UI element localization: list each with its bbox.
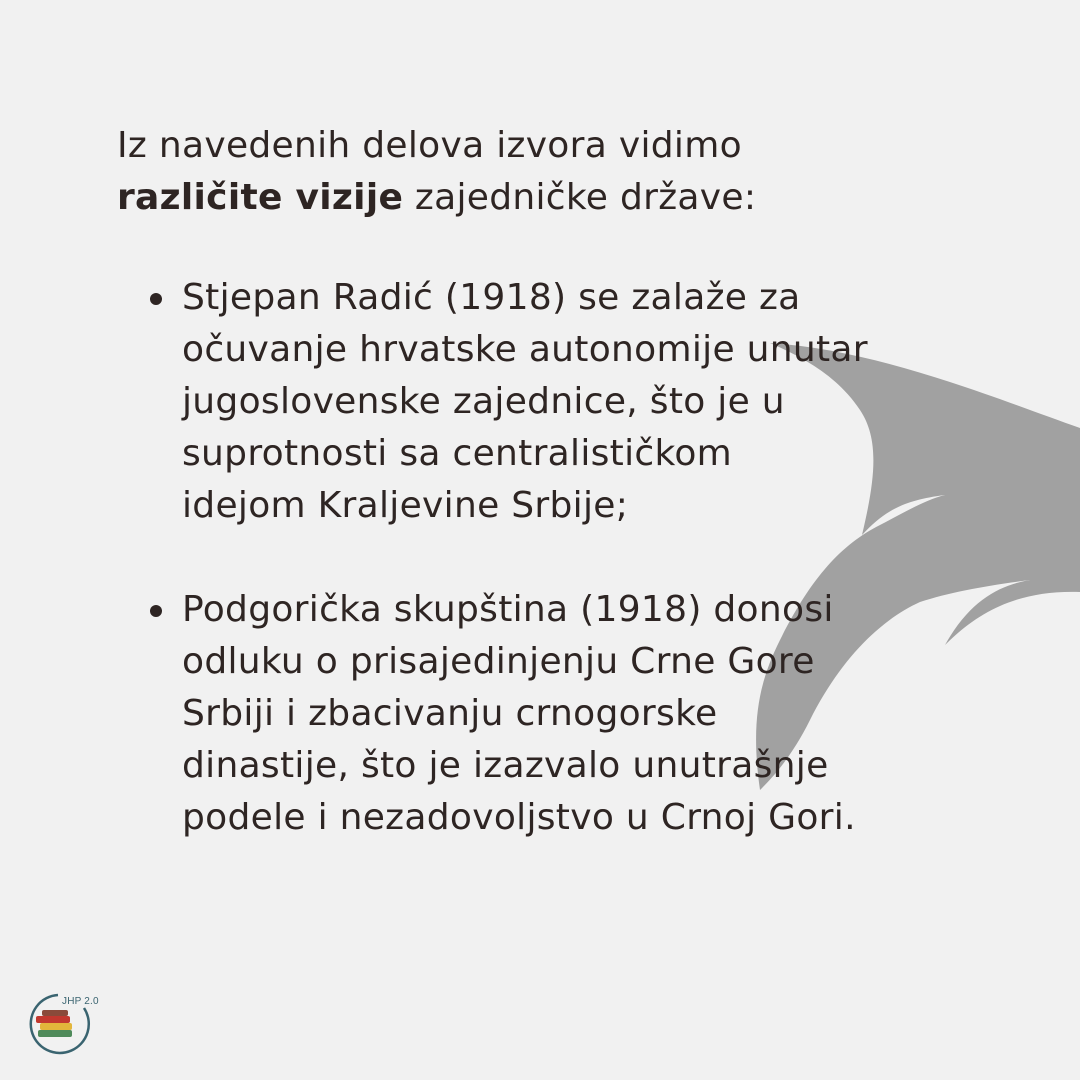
bullet-dot-icon [150,293,162,305]
list-item [182,584,917,844]
bullet-line: idejom Kraljevine Srbije; [182,485,629,526]
bullet-line: Srbiji i zbacivanju crnogorske [182,693,718,734]
logo-text: JHP 2.0 [62,996,99,1007]
bullet-line: odluku o prisajedinjenju Crne Gore [182,641,815,682]
bullet-line: suprotnosti sa centralističkom [182,433,733,474]
bullet-line: očuvanje hrvatske autonomije unutar [182,329,868,370]
bullet-list [117,272,917,844]
intro-text [117,120,917,224]
bullet-line: podele i nezadovoljstvo u Crnoj Gori. [182,797,856,838]
bullet-line: Stjepan Radić (1918) se zalaže za [182,277,801,318]
bullet-line: jugoslovenske zajednice, što je u [182,381,785,422]
intro-line2-rest: zajedničke države: [403,177,757,218]
intro-line1: Iz navedenih delova izvora vidimo [117,125,742,166]
bullet-line: Podgorička skupština (1918) donosi [182,589,834,630]
intro-emphasis: različite vizije [117,177,404,218]
bullet-dot-icon [150,605,162,617]
list-item [182,272,917,532]
main-content [117,120,917,896]
bullet-line: dinastije, što je izazvalo unutrašnje [182,745,829,786]
